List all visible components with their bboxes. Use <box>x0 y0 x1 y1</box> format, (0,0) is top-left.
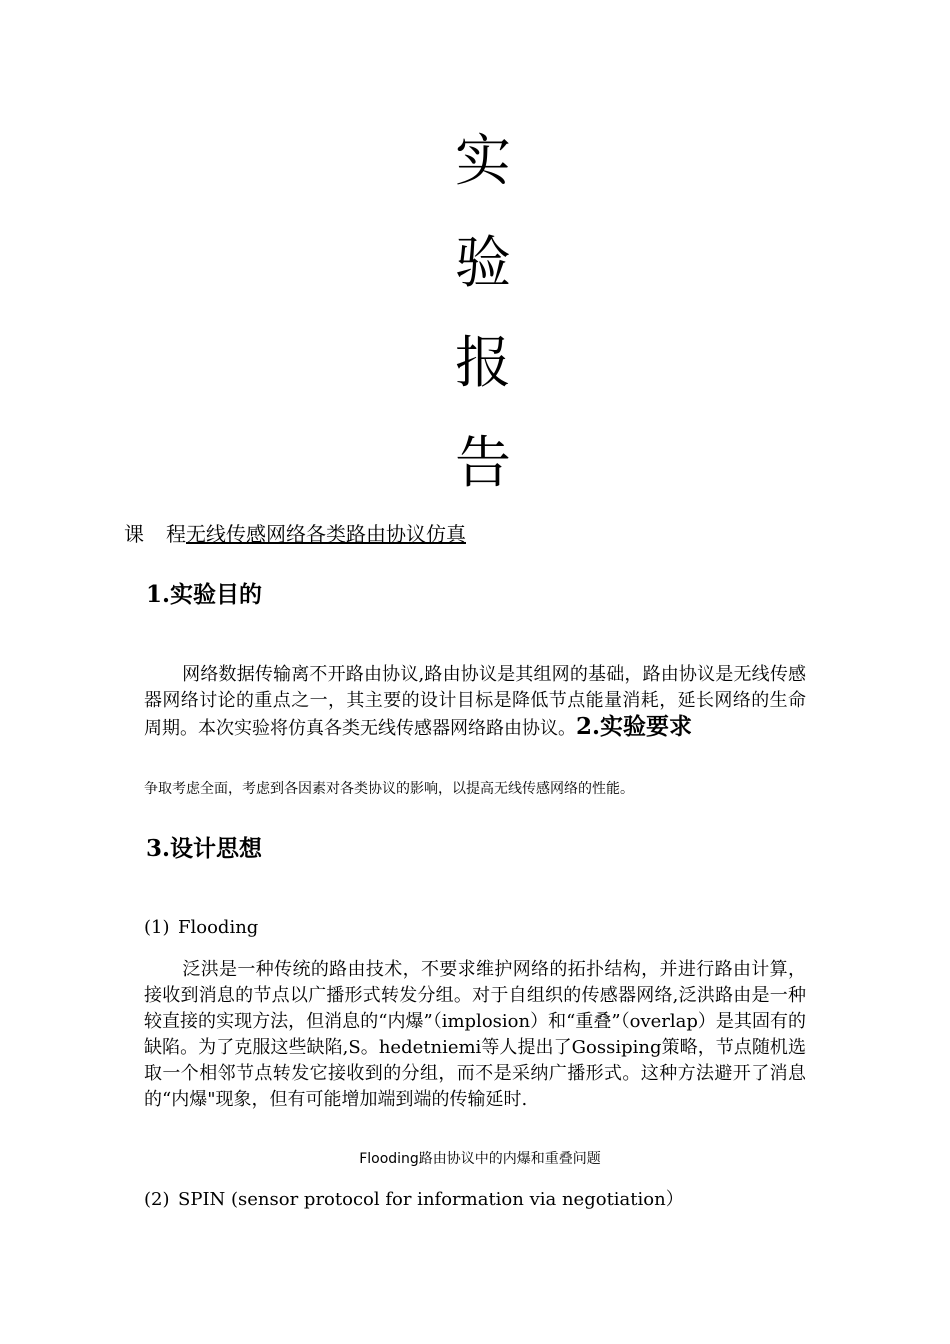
section-2-paragraph: 争取考虑全面，考虑到各因素对各类协议的影响，以提高无线传感网络的性能。 <box>144 781 634 797</box>
list-item-2-number: (2) <box>144 1189 170 1210</box>
section-1-paragraph <box>144 662 806 742</box>
section-2-heading: 2.实验要求 <box>576 713 693 740</box>
list-item-1-title: Flooding <box>178 917 259 938</box>
course-label-1: 课 <box>124 522 144 546</box>
title-char: 实 <box>455 129 511 194</box>
section-1-text: 网络数据传输离不开路由协议,路由协议是其组网的基础，路由协议是无线传感器网络讨论的重点之一，其主要的设计目标是降低节点能量消耗，延长网络的生命周期。本次实验将仿真各类无线传感器网络路由协议。 <box>144 664 806 739</box>
title-char: 告 <box>455 431 511 496</box>
figure-caption: Flooding路由协议中的内爆和重叠问题 <box>359 1151 601 1167</box>
course-label-2: 程 <box>166 522 186 546</box>
flooding-paragraph <box>144 957 806 1113</box>
list-item-2-title: SPIN (sensor protocol for information via negotiation） <box>178 1189 684 1210</box>
list-item-1-number: (1) <box>144 917 170 938</box>
course-line <box>124 519 466 549</box>
section-3-heading: 3.设计思想 <box>146 835 263 862</box>
course-value: 无线传感网络各类路由协议仿真 <box>186 522 466 546</box>
flooding-text: 泛洪是一种传统的路由技术，不要求维护网络的拓扑结构，并进行路由计算，接收到消息的节点以广播形式转发分组。对于自组织的传感器网络,泛洪路由是一种较直接的实现方法，但消息的“内爆”（implosion）和“重叠”（overlap）是其固有的缺陷。为了克服这些缺陷,S。hedetniemi等人提出了Gossiping策略，节点随机选取一个相邻节点转发它接收到的分组，而不是采纳广播形式。这种方法避开了消息的“内爆"现象，但有可能增加端到端的传输延时. <box>144 959 806 1110</box>
title-char: 报 <box>455 331 511 396</box>
list-item-1 <box>144 915 258 941</box>
section-1-heading: 1.实验目的 <box>146 581 263 608</box>
list-item-2 <box>144 1187 684 1213</box>
title-char: 验 <box>455 231 511 296</box>
